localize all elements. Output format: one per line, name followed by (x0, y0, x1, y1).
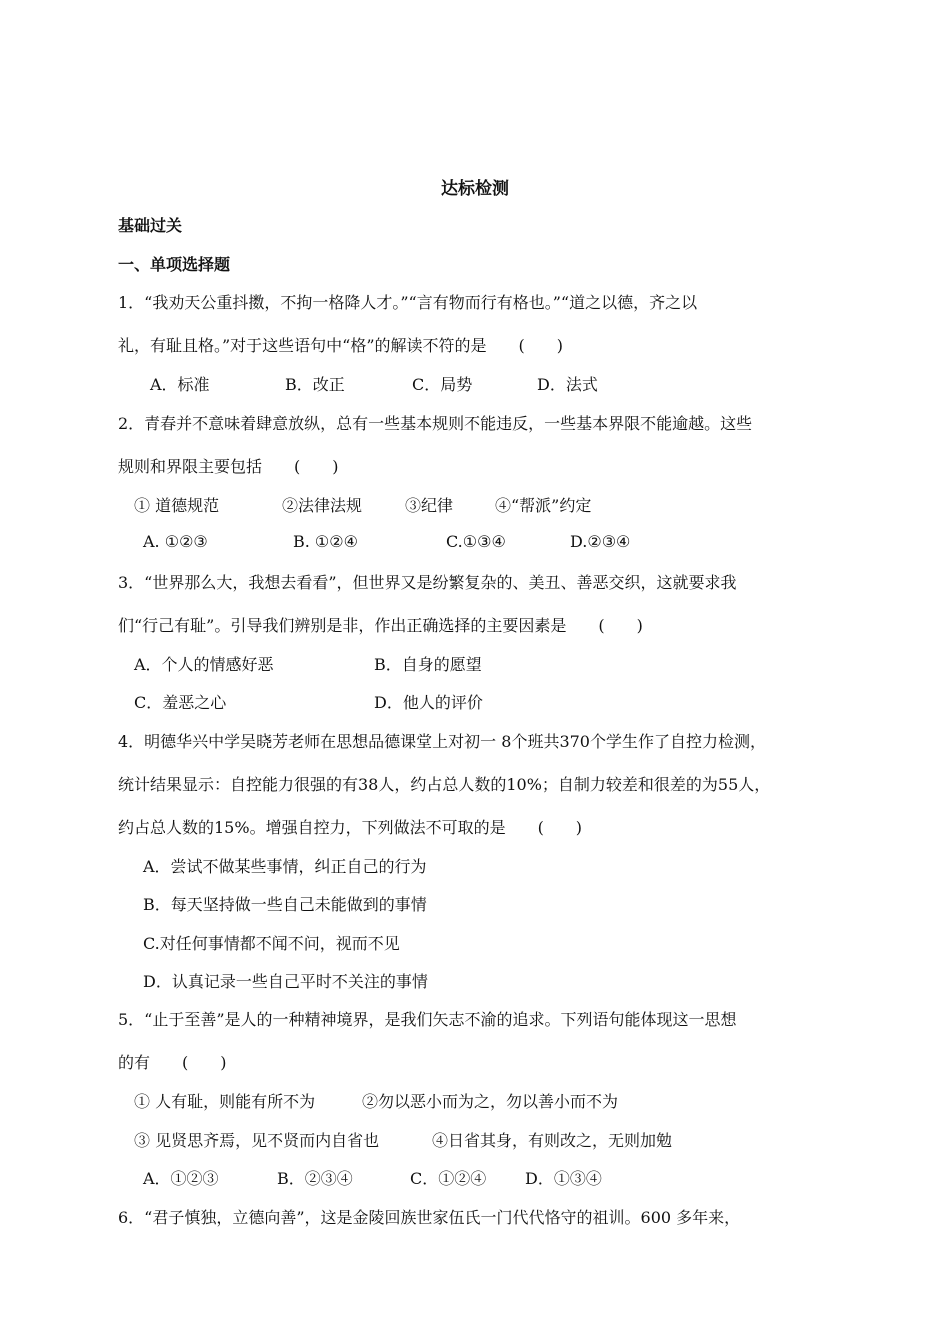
question-5-option-d: D．①③④ (525, 1169, 602, 1188)
question-3-line-1: 3．“世界那么大，我想去看看”，但世界又是纷繁复杂的、美丑、善恶交织，这就要求我 (118, 573, 737, 592)
question-2-option-b: B. ①②④ (293, 532, 358, 551)
question-5-option-c: C．①②④ (410, 1169, 487, 1188)
question-1-option-c: C．局势 (412, 375, 473, 394)
question-1-option-b: B．改正 (285, 375, 345, 394)
question-2-item-2: ②法律法规 (282, 496, 363, 515)
question-5-option-b: B．②③④ (277, 1169, 353, 1188)
question-4-option-c: C.对任何事情都不闻不问，视而不见 (143, 934, 400, 953)
question-4-line-3: 约占总人数的15%。增强自控力，下列做法不可取的是 ( ) (118, 818, 583, 837)
question-5-item-1: ① 人有耻，则能有所不为 (134, 1092, 316, 1111)
question-2-option-c: C.①③④ (446, 532, 506, 551)
question-6-line-1: 6．“君子慎独，立德向善”，这是金陵回族世家伍氏一门代代恪守的祖训。600 多年来， (118, 1208, 741, 1227)
question-2-option-a: A. ①②③ (143, 532, 208, 551)
question-4-option-a: A．尝试不做某些事情，纠正自己的行为 (143, 857, 427, 876)
question-5-line-1: 5．“止于至善”是人的一种精神境界，是我们矢志不渝的追求。下列语句能体现这一思想 (118, 1010, 737, 1029)
question-1-line-2: 礼，有耻且格。”对于这些语句中“格”的解读不符的是 ( ) (118, 336, 564, 355)
question-4-line-2: 统计结果显示：自控能力很强的有38人，约占总人数的10%；自制力较差和很差的为55人， (118, 775, 771, 794)
question-5-line-2: 的有 ( ) (118, 1053, 227, 1072)
question-3-option-b: B．自身的愿望 (374, 655, 482, 674)
question-2-item-3: ③纪律 (405, 496, 454, 515)
question-2-line-2: 规则和界限主要包括 ( ) (118, 457, 339, 476)
question-3-option-a: A．个人的情感好恶 (134, 655, 274, 674)
question-3-option-d: D．他人的评价 (374, 693, 483, 712)
question-3-option-c: C．羞恶之心 (134, 693, 227, 712)
question-1-line-1: 1．“我劝天公重抖擞，不拘一格降人才。”“言有物而行有格也。”“道之以德，齐之以 (118, 293, 698, 312)
question-3-line-2: 们“行己有耻”。引导我们辨别是非，作出正确选择的主要因素是 ( ) (118, 616, 643, 635)
question-1-option-a: A．标准 (150, 375, 210, 394)
question-5-item-3: ③ 见贤思齐焉，见不贤而内自省也 (134, 1131, 380, 1150)
question-4-option-b: B．每天坚持做一些自己未能做到的事情 (143, 895, 427, 914)
page-title: 达标检测 (441, 179, 509, 199)
question-5-option-a: A．①②③ (143, 1169, 219, 1188)
question-4-line-1: 4．明德华兴中学吴晓芳老师在思想品德课堂上对初一 8个班共370个学生作了自控力检测， (118, 732, 766, 751)
question-1-option-d: D．法式 (537, 375, 598, 394)
part-heading: 一、单项选择题 (118, 255, 231, 274)
question-5-item-4: ④日省其身，有则改之，无则加勉 (432, 1131, 673, 1150)
question-2-line-1: 2．青春并不意味着肆意放纵，总有一些基本规则不能违反，一些基本界限不能逾越。这些 (118, 414, 753, 433)
section-heading: 基础过关 (118, 216, 183, 235)
question-2-item-4: ④“帮派”约定 (495, 496, 592, 515)
question-2-item-1: ① 道德规范 (134, 496, 220, 515)
question-5-item-2: ②勿以恶小而为之，勿以善小而不为 (362, 1092, 619, 1111)
question-2-option-d: D.②③④ (570, 532, 631, 551)
question-4-option-d: D．认真记录一些自己平时不关注的事情 (143, 972, 428, 991)
